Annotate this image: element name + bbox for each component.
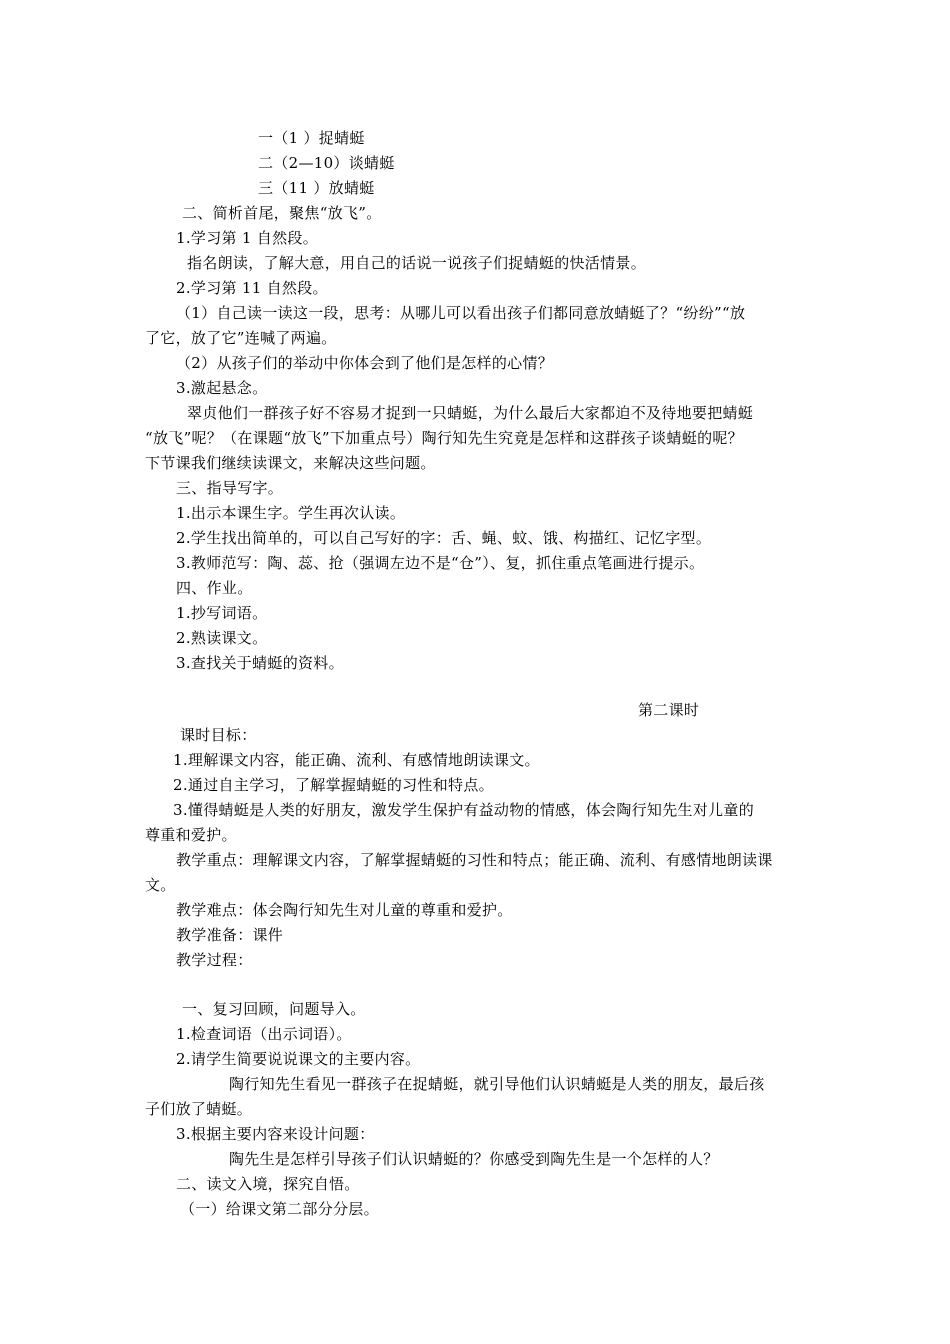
list-item: 3.激起悬念。 (176, 379, 268, 397)
paragraph-line: 文。 (145, 876, 176, 894)
section-heading: 课时目标： (180, 726, 257, 744)
paragraph-line: 陶行知先生看见一群孩子在捉蜻蜓，就引导他们认识蜻蜓是人类的朋友，最后孩 (229, 1075, 765, 1093)
list-item: 3.教师范写：陶、蕊、抢（强调左边不是“仓”）、复，抓住重点笔画进行提示。 (176, 554, 705, 572)
outline-part-1: 一（1 ）捉蜻蜓 (258, 129, 365, 147)
paragraph-line: 子们放了蜻蜓。 (145, 1100, 253, 1118)
paragraph-line: （一）给课文第二部分分层。 (180, 1200, 379, 1218)
paragraph-line: 翠贞他们一群孩子好不容易才捉到一只蜻蜓，为什么最后大家都迫不及待地要把蜻蜓 (187, 404, 754, 422)
list-item: 1.学习第 1 自然段。 (176, 229, 318, 247)
outline-part-3: 三（11 ）放蜻蜓 (258, 179, 375, 197)
paragraph-line: 了它，放了它”连喊了两遍。 (145, 329, 337, 347)
section-heading: 一、复习回顾，问题导入。 (182, 1000, 366, 1018)
paragraph-line: （2）从孩子们的举动中你体会到了他们是怎样的心情？ (176, 354, 554, 372)
list-item: 3.查找关于蜻蜓的资料。 (176, 654, 344, 672)
outline-part-2: 二（2—10）谈蜻蜓 (258, 154, 395, 172)
section-heading: 三、指导写字。 (176, 479, 284, 497)
section-heading: 二、读文入境，探究自悟。 (176, 1175, 360, 1193)
section-heading: 二、简析首尾，聚焦“放飞”。 (182, 204, 382, 222)
paragraph-line: 尊重和爱护。 (145, 826, 237, 844)
paragraph-line: 教学难点：体会陶行知先生对儿童的尊重和爱护。 (176, 901, 513, 919)
paragraph-line: “放飞”呢？（在课题“放飞”下加重点号）陶行知先生究竟是怎样和这群孩子谈蜻蜓的呢？ (145, 429, 743, 447)
list-item: 3.懂得蜻蜓是人类的好朋友，激发学生保护有益动物的情感，体会陶行知先生对儿童的 (173, 801, 755, 819)
list-item: 3.根据主要内容来设计问题： (176, 1125, 375, 1143)
list-item: 2.熟读课文。 (176, 629, 268, 647)
section-heading: 教学过程： (176, 951, 253, 969)
list-item: 1.理解课文内容，能正确、流利、有感情地朗读课文。 (173, 751, 540, 769)
paragraph-line: 下节课我们继续读课文，来解决这些问题。 (145, 454, 436, 472)
list-item: 1.检查词语（出示词语）。 (176, 1025, 352, 1043)
paragraph-line: 教学重点：理解课文内容，了解掌握蜻蜓的习性和特点；能正确、流利、有感情地朗读课 (176, 851, 773, 869)
paragraph-line: 指名朗读，了解大意，用自己的话说一说孩子们捉蜻蜓的快活情景。 (187, 254, 647, 272)
paragraph-line: 陶先生是怎样引导孩子们认识蜻蜓的？你感受到陶先生是一个怎样的人？ (229, 1150, 719, 1168)
lesson-title: 第二课时 (638, 701, 700, 719)
list-item: 1.出示本课生字。学生再次认读。 (176, 504, 406, 522)
list-item: 2.学习第 11 自然段。 (176, 279, 328, 297)
list-item: 2.通过自主学习，了解掌握蜻蜓的习性和特点。 (173, 776, 494, 794)
paragraph-line: （1）自己读一读这一段，思考：从哪儿可以看出孩子们都同意放蜻蜓了？“纷纷”“放 (176, 304, 746, 322)
paragraph-line: 教学准备：课件 (176, 926, 284, 944)
list-item: 1.抄写词语。 (176, 604, 268, 622)
section-heading: 四、作业。 (176, 579, 253, 597)
list-item: 2.请学生简要说说课文的主要内容。 (176, 1050, 421, 1068)
list-item: 2.学生找出简单的，可以自己写好的字：舌、蝇、蚊、饿、构描红、记忆字型。 (176, 529, 712, 547)
